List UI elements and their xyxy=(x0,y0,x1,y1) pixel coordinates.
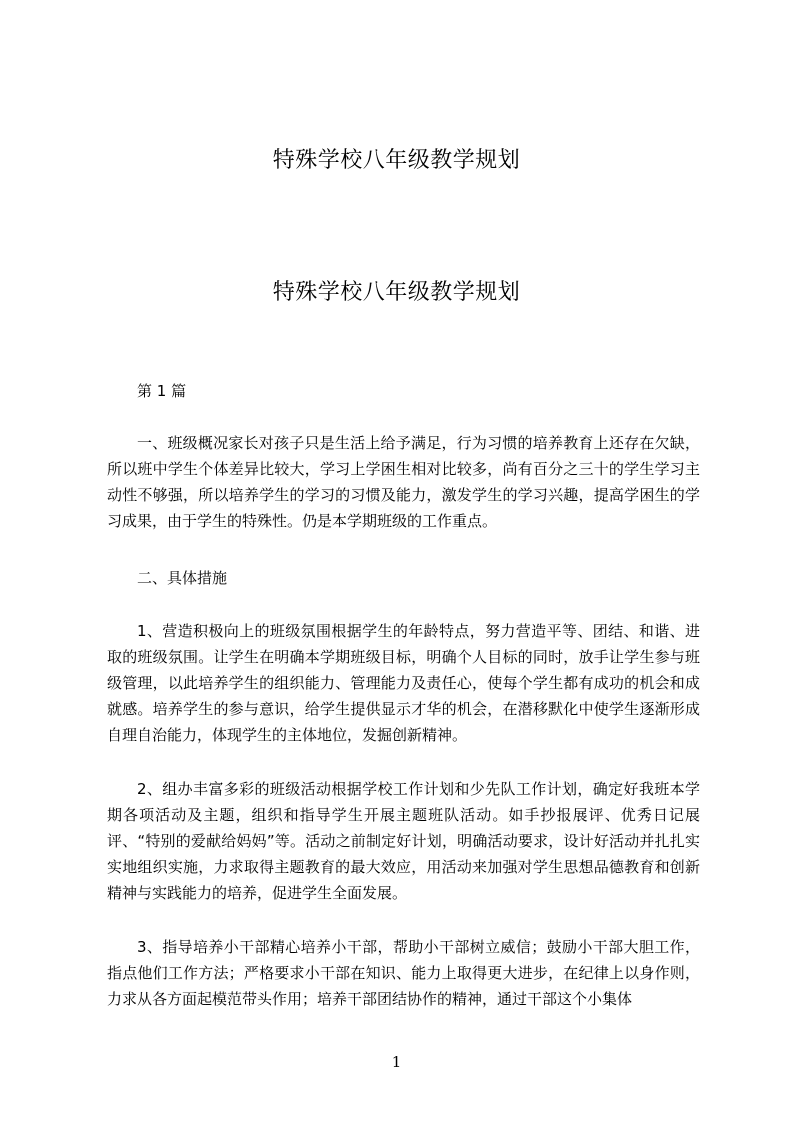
document-title: 特殊学校八年级教学规划 xyxy=(272,280,521,305)
document-header-title: 特殊学校八年级教学规划 xyxy=(272,148,521,173)
paragraph-class-overview: 一、班级概况家长对孩子只是生活上给予满足，行为习惯的培养教育上还存在欠缺，所以班中学生个体差异比较大，学习上学困生相对比较多，尚有百分之三十的学生学习主动性不够强，所以培养学生的学习的习惯及能力，激发学生的学习兴趣，提高学困生的学习成果，由于学生的特殊性。仍是本学期班级的工作重点。 xyxy=(107,434,700,530)
paragraph-measure-3: 3、指导培养小干部精心培养小干部，帮助小干部树立威信；鼓励小干部大胆工作，指点他们工作方法；严格要求小干部在知识、能力上取得更大进步，在纪律上以身作则，力求从各方面起模范带头作用；培养干部团结协作的精神，通过干部这个小集体 xyxy=(107,938,700,1008)
paragraph-measure-2: 2、组办丰富多彩的班级活动根据学校工作计划和少先队工作计划，确定好我班本学期各项活动及主题，组织和指导学生开展主题班队活动。如手抄报展评、优秀日记展评、“特别的爱献给妈妈”等。活动之前制定好计划，明确活动要求，设计好活动并扎扎实实地组织实施，力求取得主题教育的最大效应，用活动来加强对学生思想品德教育和创新精神与实践能力的培养，促进学生全面发展。 xyxy=(107,780,700,902)
paragraph-measure-1: 1、营造积极向上的班级氛围根据学生的年龄特点，努力营造平等、团结、和谐、进取的班级氛围。让学生在明确本学期班级目标，明确个人目标的同时，放手让学生参与班级管理，以此培养学生的组织能力、管理能力及责任心，使每个学生都有成功的机会和成就感。培养学生的参与意识，给学生提供显示才华的机会，在潜移默化中使学生逐渐形成自理自治能力，体现学生的主体地位，发掘创新精神。 xyxy=(107,622,700,744)
page-number: 1 xyxy=(391,1053,402,1071)
section-label: 第 1 篇 xyxy=(137,382,187,400)
section-heading-measures: 二、具体措施 xyxy=(137,569,228,587)
